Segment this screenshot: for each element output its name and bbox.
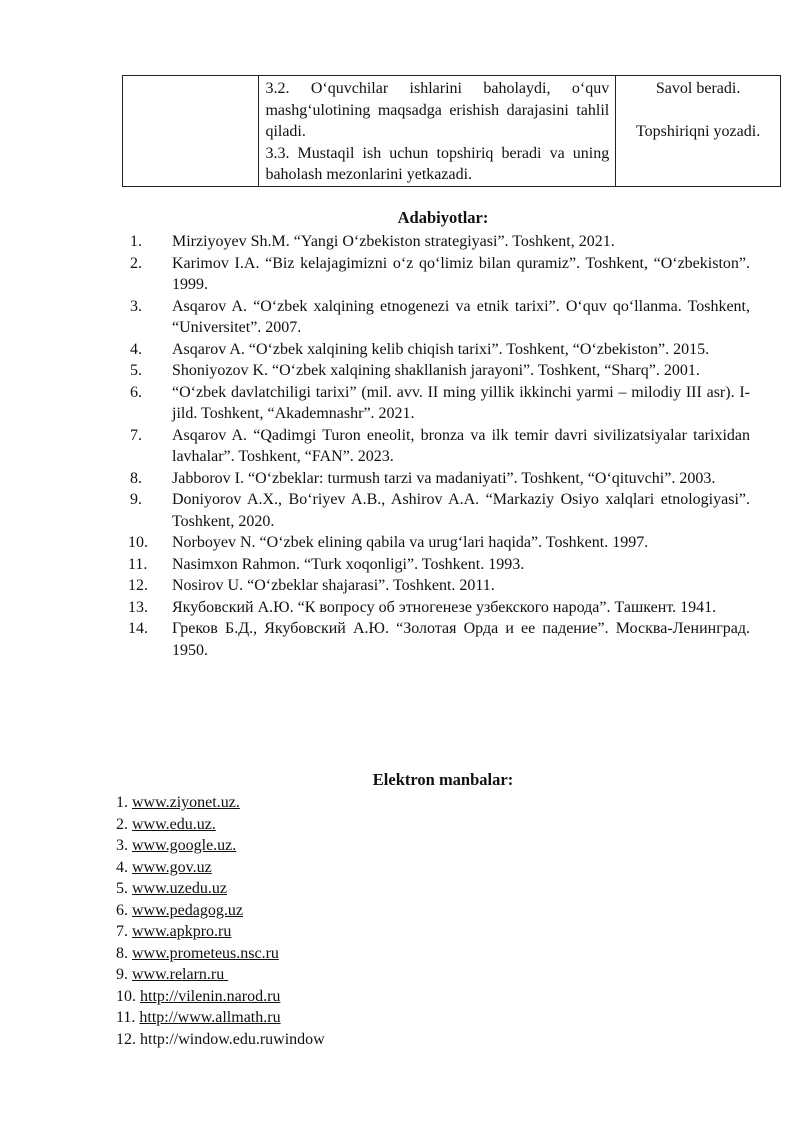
reference-text: Nasimxon Rahmon. “Turk xoqonligi”. Toshkent. 1993. — [172, 555, 525, 573]
electronic-source-item — [116, 964, 325, 986]
reference-text: Греков Б.Д., Якубовский А.Ю. “Золотая Орда и ее падение”. Москва-Ленинград. 1950. — [172, 620, 750, 659]
reference-number: 14. — [128, 620, 148, 637]
electronic-source-number: 2. — [116, 815, 132, 833]
reference-number: 5. — [130, 362, 142, 379]
electronic-source-item — [116, 835, 325, 857]
electronic-source-link[interactable]: www.google.uz. — [132, 837, 237, 854]
table-cell-student-activity — [616, 76, 781, 187]
reference-number: 12. — [128, 577, 148, 594]
lesson-table — [122, 75, 781, 187]
reference-item — [130, 489, 750, 532]
electronic-source-link[interactable]: www.relarn.ru — [132, 966, 229, 983]
reference-number: 6. — [130, 383, 142, 401]
references-list — [130, 231, 750, 661]
electronic-source-link[interactable]: www.pedagog.uz — [132, 901, 243, 919]
electronic-source-number: 7. — [116, 923, 132, 940]
electronic-source-number: 8. — [116, 944, 132, 962]
student-activity-question: Savol beradi. — [655, 80, 741, 97]
electronic-source-item — [116, 857, 325, 879]
student-activity-task: Topshiriqni yozadi. — [636, 122, 761, 140]
electronic-source-number: 11. — [116, 1009, 140, 1026]
reference-text: Karimov I.A. “Biz kelajagimizni o‘z qo‘limiz bilan quramiz”. Toshkent, “O‘zbekiston”. 1999. — [172, 254, 750, 293]
reference-text: Asqarov A. “Qadimgi Turon eneolit, bronza va ilk temir davri sivilizatsiyalar tarixidan lavhalar”. Toshkent, “FAN”. 2023. — [172, 426, 750, 465]
reference-number: 11. — [128, 555, 148, 573]
electronic-source-item — [116, 792, 325, 814]
reference-number: 10. — [128, 534, 148, 551]
reference-item — [130, 597, 750, 619]
electronic-source-link[interactable]: www.ziyonet.uz. — [132, 794, 240, 811]
electronic-source-item — [116, 943, 325, 965]
reference-item — [130, 253, 750, 296]
electronic-source-item — [116, 1007, 325, 1029]
electronic-source-link[interactable]: www.edu.uz. — [132, 815, 216, 833]
reference-text: Shoniyozov K. “O‘zbek xalqining shakllanish jarayoni”. Toshkent, “Sharq”. 2001. — [172, 362, 700, 379]
electronic-source-item — [116, 921, 325, 943]
electronic-source-item — [116, 986, 325, 1008]
electronic-source-number: 4. — [116, 858, 132, 876]
electronic-source-number: 5. — [116, 880, 132, 897]
reference-number: 13. — [128, 598, 148, 616]
reference-text: Norboyev N. “O‘zbek elining qabila va urug‘lari haqida”. Toshkent. 1997. — [172, 534, 649, 551]
reference-number: 4. — [130, 340, 142, 358]
activity-3-2: 3.2. O‘quvchilar ishlarini baholaydi, o‘quv mashg‘ulotining maqsadga erishish darajasini tahlil qiladi. — [265, 80, 610, 140]
electronic-source-link[interactable]: http://vilenin.narod.ru — [140, 987, 281, 1005]
electronic-source-number: 10. — [116, 987, 140, 1005]
electronic-source-item — [116, 1029, 325, 1051]
reference-text: Jabborov I. “O‘zbeklar: turmush tarzi va madaniyati”. Toshkent, “O‘qituvchi”. 2003. — [172, 469, 716, 487]
activity-3-3: 3.3. Mustaqil ish uchun topshiriq beradi va uning baholash mezonlarini yetkazadi. — [265, 144, 610, 183]
reference-item — [130, 360, 750, 382]
electronic-source-link[interactable]: www.prometeus.nsc.ru — [132, 944, 279, 962]
reference-text: Asqarov A. “O‘zbek xalqining kelib chiqish tarixi”. Toshkent, “O‘zbekiston”. 2015. — [172, 340, 710, 358]
reference-item — [130, 468, 750, 490]
reference-item — [130, 532, 750, 554]
reference-number: 9. — [130, 491, 142, 508]
reference-item — [130, 339, 750, 361]
reference-item — [130, 618, 750, 661]
electronic-source-link[interactable]: http://www.allmath.ru — [139, 1009, 281, 1026]
references-heading: Adabiyotlar: — [397, 208, 489, 227]
reference-item — [130, 231, 750, 253]
reference-item — [130, 296, 750, 339]
reference-text: “O‘zbek davlatchiligi tarixi” (mil. avv. II ming yillik ikkinchi yarmi – milodiy III asr). I-jild. Toshkent, “Akademnashr”. 2021. — [172, 383, 750, 422]
electronic-source-item — [116, 878, 325, 900]
electronic-source-link[interactable]: www.gov.uz — [132, 858, 212, 876]
table-cell-empty — [123, 76, 259, 187]
reference-item — [130, 575, 750, 597]
reference-text: Якубовский А.Ю. “К вопросу об этногенезе узбекского народа”. Ташкент. 1941. — [172, 598, 717, 616]
electronic-source-item — [116, 814, 325, 836]
electronic-source-number: 9. — [116, 966, 132, 983]
electronic-source-number: 1. — [116, 794, 132, 811]
reference-number: 2. — [130, 254, 142, 272]
reference-text: Mirziyoyev Sh.M. “Yangi O‘zbekiston strategiyasi”. Toshkent, 2021. — [172, 233, 615, 250]
reference-number: 1. — [130, 233, 142, 250]
electronic-source-link[interactable]: http://window.edu.ruwindow — [140, 1030, 325, 1048]
electronic-source-item — [116, 900, 325, 922]
reference-text: Asqarov A. “O‘zbek xalqining etnogenezi va etnik tarixi”. O‘quv qo‘llanma. Toshkent, “Universitet”. 2007. — [172, 297, 750, 336]
table-row — [123, 76, 781, 187]
table-cell-teacher-activity — [259, 76, 616, 187]
electronic-source-link[interactable]: www.apkpro.ru — [132, 923, 232, 940]
electronic-source-link[interactable]: www.uzedu.uz — [132, 880, 227, 897]
electronic-source-number: 3. — [116, 837, 132, 854]
reference-item — [130, 425, 750, 468]
reference-number: 3. — [130, 297, 142, 315]
electronic-sources-heading: Elektron manbalar: — [372, 770, 514, 789]
electronic-sources-list — [116, 792, 325, 1050]
reference-item — [130, 554, 750, 576]
electronic-source-number: 12. — [116, 1030, 140, 1048]
electronic-source-number: 6. — [116, 901, 132, 919]
reference-number: 7. — [130, 426, 142, 444]
reference-item — [130, 382, 750, 425]
reference-text: Nosirov U. “O‘zbeklar shajarasi”. Toshkent. 2011. — [172, 577, 495, 594]
reference-text: Doniyorov A.X., Bo‘riyev A.B., Ashirov A.A. “Markaziy Osiyo xalqlari etnologiyasi”. Toshkent, 2020. — [172, 491, 750, 530]
reference-number: 8. — [130, 469, 142, 487]
